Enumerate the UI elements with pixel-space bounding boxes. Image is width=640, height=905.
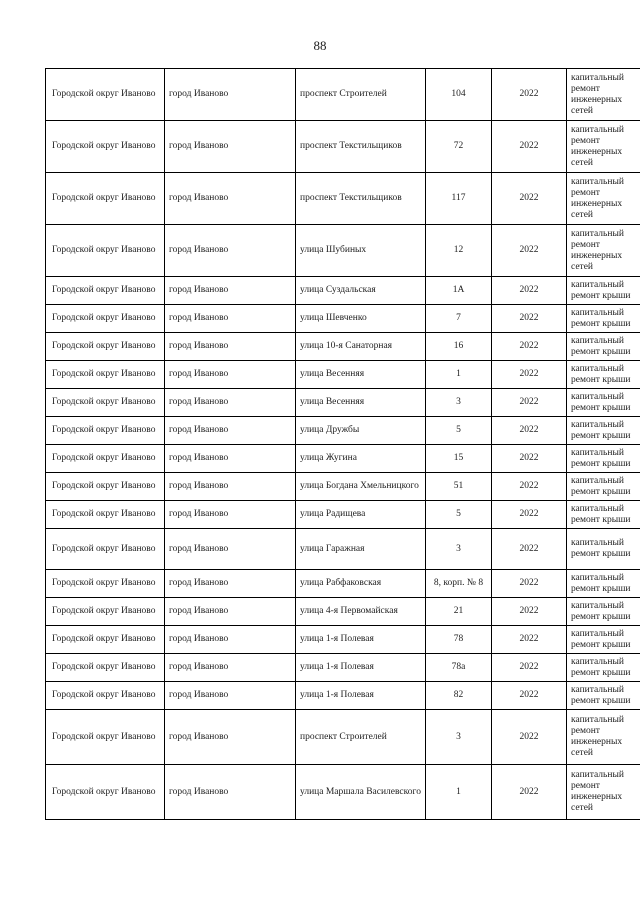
work-type-cell: капитальный ремонт крыши xyxy=(567,445,640,473)
street-cell: улица 10-я Санаторная xyxy=(296,333,426,361)
district-cell: Городской округ Иваново xyxy=(46,626,165,654)
street-cell: улица Весенняя xyxy=(296,361,426,389)
house-number-cell: 78 xyxy=(426,626,492,654)
table-row xyxy=(46,501,640,529)
year-cell: 2022 xyxy=(492,710,567,765)
district-cell: Городской округ Иваново xyxy=(46,225,165,277)
street-cell: улица 4-я Первомайская xyxy=(296,598,426,626)
work-type-cell: капитальный ремонт крыши xyxy=(567,333,640,361)
year-cell: 2022 xyxy=(492,277,567,305)
table-body xyxy=(46,69,640,820)
table-row xyxy=(46,333,640,361)
work-type-cell: капитальный ремонт инженерных сетей xyxy=(567,710,640,765)
district-cell: Городской округ Иваново xyxy=(46,529,165,570)
table-row xyxy=(46,361,640,389)
street-cell: улица 1-я Полевая xyxy=(296,654,426,682)
town-cell: город Иваново xyxy=(165,69,296,121)
district-cell: Городской округ Иваново xyxy=(46,570,165,598)
town-cell: город Иваново xyxy=(165,473,296,501)
table-row xyxy=(46,654,640,682)
town-cell: город Иваново xyxy=(165,305,296,333)
house-number-cell: 78а xyxy=(426,654,492,682)
district-cell: Городской округ Иваново xyxy=(46,305,165,333)
town-cell: город Иваново xyxy=(165,529,296,570)
district-cell: Городской округ Иваново xyxy=(46,333,165,361)
street-cell: проспект Строителей xyxy=(296,710,426,765)
year-cell: 2022 xyxy=(492,501,567,529)
town-cell: город Иваново xyxy=(165,710,296,765)
street-cell: проспект Строителей xyxy=(296,69,426,121)
work-type-cell: капитальный ремонт крыши xyxy=(567,570,640,598)
year-cell: 2022 xyxy=(492,529,567,570)
table-row xyxy=(46,710,640,765)
work-type-cell: капитальный ремонт крыши xyxy=(567,473,640,501)
town-cell: город Иваново xyxy=(165,361,296,389)
district-cell: Городской округ Иваново xyxy=(46,417,165,445)
year-cell: 2022 xyxy=(492,361,567,389)
street-cell: улица Рабфаковская xyxy=(296,570,426,598)
district-cell: Городской округ Иваново xyxy=(46,445,165,473)
district-cell: Городской округ Иваново xyxy=(46,682,165,710)
street-cell: улица Шубиных xyxy=(296,225,426,277)
district-cell: Городской округ Иваново xyxy=(46,654,165,682)
table-row xyxy=(46,445,640,473)
town-cell: город Иваново xyxy=(165,682,296,710)
street-cell: улица Жугина xyxy=(296,445,426,473)
house-number-cell: 15 xyxy=(426,445,492,473)
town-cell: город Иваново xyxy=(165,389,296,417)
street-cell: улица Весенняя xyxy=(296,389,426,417)
year-cell: 2022 xyxy=(492,225,567,277)
town-cell: город Иваново xyxy=(165,501,296,529)
year-cell: 2022 xyxy=(492,765,567,820)
district-cell: Городской округ Иваново xyxy=(46,361,165,389)
house-number-cell: 12 xyxy=(426,225,492,277)
year-cell: 2022 xyxy=(492,473,567,501)
house-number-cell: 3 xyxy=(426,529,492,570)
town-cell: город Иваново xyxy=(165,445,296,473)
district-cell: Городской округ Иваново xyxy=(46,173,165,225)
town-cell: город Иваново xyxy=(165,333,296,361)
district-cell: Городской округ Иваново xyxy=(46,501,165,529)
table-row xyxy=(46,598,640,626)
table-row xyxy=(46,225,640,277)
work-type-cell: капитальный ремонт инженерных сетей xyxy=(567,173,640,225)
table-row xyxy=(46,417,640,445)
page-number: 88 xyxy=(313,38,327,53)
work-type-cell: капитальный ремонт крыши xyxy=(567,277,640,305)
year-cell: 2022 xyxy=(492,682,567,710)
table-row xyxy=(46,389,640,417)
town-cell: город Иваново xyxy=(165,570,296,598)
district-cell: Городской округ Иваново xyxy=(46,473,165,501)
year-cell: 2022 xyxy=(492,417,567,445)
district-cell: Городской округ Иваново xyxy=(46,389,165,417)
house-number-cell: 8, корп. № 8 xyxy=(426,570,492,598)
table-row xyxy=(46,529,640,570)
year-cell: 2022 xyxy=(492,389,567,417)
work-type-cell: капитальный ремонт инженерных сетей xyxy=(567,69,640,121)
town-cell: город Иваново xyxy=(165,121,296,173)
house-number-cell: 51 xyxy=(426,473,492,501)
street-cell: улица Шевченко xyxy=(296,305,426,333)
street-cell: улица Радищева xyxy=(296,501,426,529)
house-number-cell: 7 xyxy=(426,305,492,333)
town-cell: город Иваново xyxy=(165,765,296,820)
work-type-cell: капитальный ремонт крыши xyxy=(567,389,640,417)
district-cell: Городской округ Иваново xyxy=(46,765,165,820)
table-row xyxy=(46,173,640,225)
district-cell: Городской округ Иваново xyxy=(46,598,165,626)
district-cell: Городской округ Иваново xyxy=(46,277,165,305)
street-cell: улица Богдана Хмельницкого xyxy=(296,473,426,501)
street-cell: улица Маршала Василевского xyxy=(296,765,426,820)
street-cell: проспект Текстильщиков xyxy=(296,173,426,225)
house-number-cell: 3 xyxy=(426,710,492,765)
street-cell: улица 1-я Полевая xyxy=(296,626,426,654)
house-number-cell: 21 xyxy=(426,598,492,626)
house-number-cell: 1 xyxy=(426,765,492,820)
street-cell: улица Дружбы xyxy=(296,417,426,445)
work-type-cell: капитальный ремонт крыши xyxy=(567,305,640,333)
house-number-cell: 82 xyxy=(426,682,492,710)
work-type-cell: капитальный ремонт инженерных сетей xyxy=(567,121,640,173)
work-type-cell: капитальный ремонт крыши xyxy=(567,501,640,529)
work-type-cell: капитальный ремонт инженерных сетей xyxy=(567,225,640,277)
work-type-cell: капитальный ремонт крыши xyxy=(567,598,640,626)
work-type-cell: капитальный ремонт инженерных сетей xyxy=(567,765,640,820)
house-number-cell: 5 xyxy=(426,501,492,529)
work-type-cell: капитальный ремонт крыши xyxy=(567,529,640,570)
work-type-cell: капитальный ремонт крыши xyxy=(567,654,640,682)
year-cell: 2022 xyxy=(492,333,567,361)
table-row xyxy=(46,69,640,121)
work-type-cell: капитальный ремонт крыши xyxy=(567,626,640,654)
town-cell: город Иваново xyxy=(165,654,296,682)
house-number-cell: 72 xyxy=(426,121,492,173)
work-type-cell: капитальный ремонт крыши xyxy=(567,417,640,445)
table-row xyxy=(46,682,640,710)
town-cell: город Иваново xyxy=(165,417,296,445)
house-number-cell: 1А xyxy=(426,277,492,305)
year-cell: 2022 xyxy=(492,598,567,626)
table-row xyxy=(46,626,640,654)
table-row xyxy=(46,570,640,598)
year-cell: 2022 xyxy=(492,173,567,225)
year-cell: 2022 xyxy=(492,69,567,121)
town-cell: город Иваново xyxy=(165,626,296,654)
street-cell: улица Гаражная xyxy=(296,529,426,570)
year-cell: 2022 xyxy=(492,305,567,333)
work-type-cell: капитальный ремонт крыши xyxy=(567,361,640,389)
year-cell: 2022 xyxy=(492,121,567,173)
year-cell: 2022 xyxy=(492,445,567,473)
house-number-cell: 5 xyxy=(426,417,492,445)
town-cell: город Иваново xyxy=(165,598,296,626)
table-row xyxy=(46,305,640,333)
house-number-cell: 104 xyxy=(426,69,492,121)
year-cell: 2022 xyxy=(492,570,567,598)
table-row xyxy=(46,277,640,305)
street-cell: проспект Текстильщиков xyxy=(296,121,426,173)
table-row xyxy=(46,473,640,501)
street-cell: улица Суздальская xyxy=(296,277,426,305)
district-cell: Городской округ Иваново xyxy=(46,69,165,121)
house-number-cell: 16 xyxy=(426,333,492,361)
district-cell: Городской округ Иваново xyxy=(46,710,165,765)
town-cell: город Иваново xyxy=(165,225,296,277)
house-number-cell: 3 xyxy=(426,389,492,417)
town-cell: город Иваново xyxy=(165,277,296,305)
table-row xyxy=(46,765,640,820)
district-cell: Городской округ Иваново xyxy=(46,121,165,173)
table-row xyxy=(46,121,640,173)
house-number-cell: 117 xyxy=(426,173,492,225)
town-cell: город Иваново xyxy=(165,173,296,225)
work-type-cell: капитальный ремонт крыши xyxy=(567,682,640,710)
year-cell: 2022 xyxy=(492,654,567,682)
street-cell: улица 1-я Полевая xyxy=(296,682,426,710)
year-cell: 2022 xyxy=(492,626,567,654)
repair-schedule-table xyxy=(45,68,640,820)
house-number-cell: 1 xyxy=(426,361,492,389)
